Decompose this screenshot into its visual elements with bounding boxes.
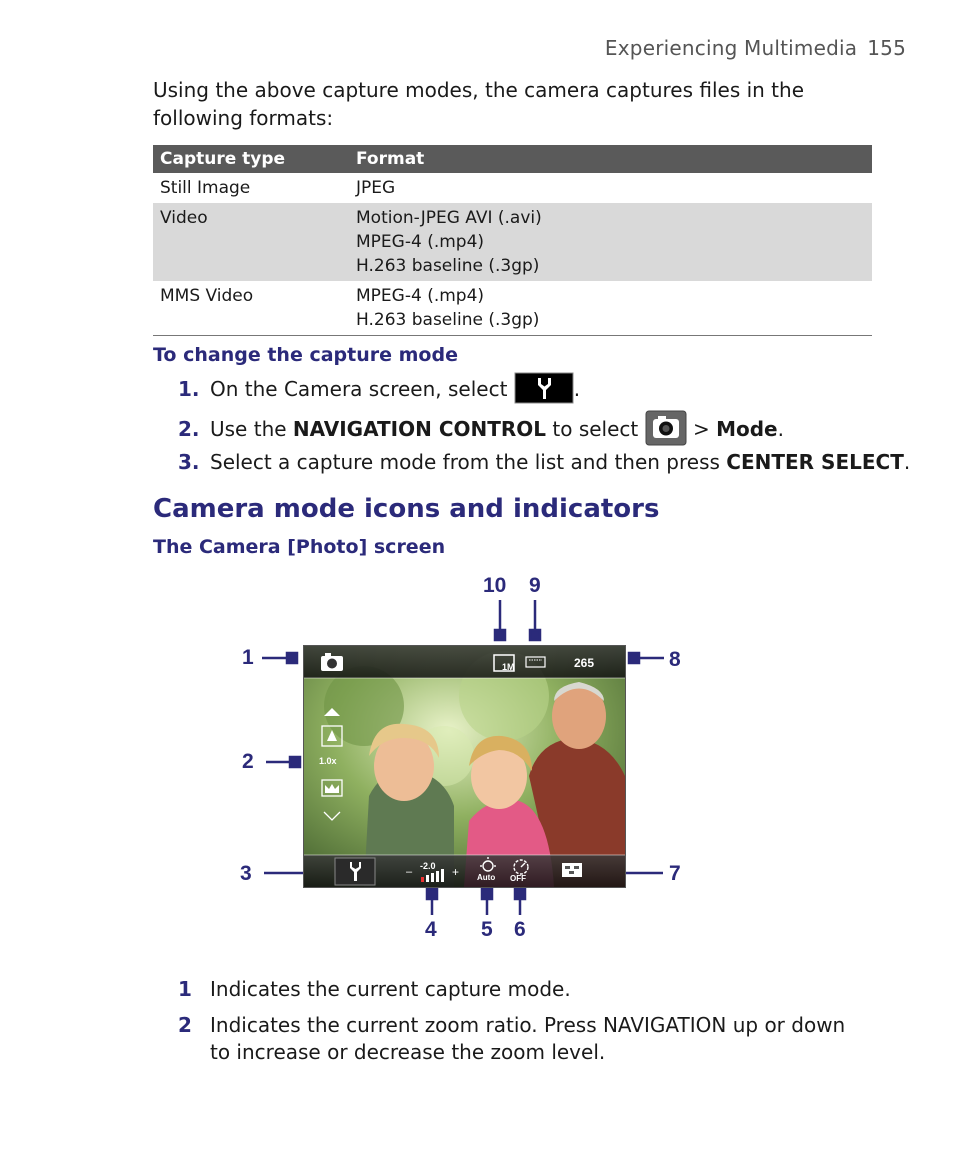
step-text-end: . [903,450,911,474]
format-line: MPEG-4 (.mp4) [356,232,485,252]
format-line: MPEG-4 (.mp4) [356,286,485,306]
description-item-1 [178,976,878,1006]
subsection-title: The Camera [Photo] screen [153,536,446,558]
step-bold: NAVIGATION CONTROL [292,417,547,441]
capture-type-cell: Video [153,203,349,281]
callout-1: 1 [242,646,254,669]
section-name: Experiencing Multimedia [604,36,858,60]
callout-10: 10 [483,574,507,597]
description-number: 1 [178,977,192,1001]
callout-4: 4 [425,918,437,941]
self-timer-text: OFF [510,874,526,883]
step-bold: Mode [716,417,778,441]
page-number: 155 [867,36,906,60]
exposure-plus: + [452,865,460,879]
callout-7: 7 [669,862,681,885]
format-line: JPEG [356,178,396,198]
white-balance-text: Auto [477,873,496,882]
callout-6: 6 [514,918,526,941]
step-number: 2. [178,417,200,441]
description-item-2 [178,1012,878,1072]
description-number: 2 [178,1013,192,1037]
exposure-value-text: -2.0 [420,861,436,871]
callout-9: 9 [529,574,541,597]
capture-type-cell: MMS Video [153,281,349,336]
bottom-tools-icon [335,858,375,885]
step-text: Select a capture mode from the list and then press [210,450,727,474]
capture-settings-icon [562,863,582,877]
column-header: Capture type [153,145,349,173]
step-text: On the Camera screen, select [210,377,508,401]
step-number: 1. [178,377,200,401]
format-line: Motion-JPEG AVI (.avi) [356,208,542,228]
callout-3: 3 [240,862,252,885]
step-text-end: . [777,417,784,441]
zoom-ratio-text: 1.0x [319,756,337,766]
section-title: Camera mode icons and indicators [153,494,660,524]
format-line: H.263 baseline (.3gp) [356,310,540,330]
format-line: H.263 baseline (.3gp) [356,256,540,276]
step-text: to select [546,417,639,441]
step-sep: > [686,417,717,441]
resolution-badge-text: 1M [502,662,515,672]
camera-photo-screen [303,645,626,888]
shots-remaining-text: 265 [574,656,595,670]
column-header: Format [349,145,872,173]
exposure-minus: – [406,866,413,878]
callout-8: 8 [669,648,681,671]
intro-paragraph: Using the above capture modes, the camera captures files in the following formats: [153,78,805,130]
callout-5: 5 [481,918,493,941]
callout-2: 2 [242,750,254,773]
step-number: 3. [178,450,200,474]
procedure-title: To change the capture mode [153,344,458,366]
description-text: Indicates the current capture mode. [210,977,571,1001]
step-bold: CENTER SELECT [726,450,904,474]
camera-viewfinder-photo [304,646,625,887]
step-text: Use the [210,417,293,441]
description-text: Indicates the current zoom ratio. Press NAVIGATION up or down to increase or decrease the zoom level. [210,1013,846,1064]
step-text-end: . [573,377,581,401]
capture-type-cell: Still Image [160,178,251,198]
